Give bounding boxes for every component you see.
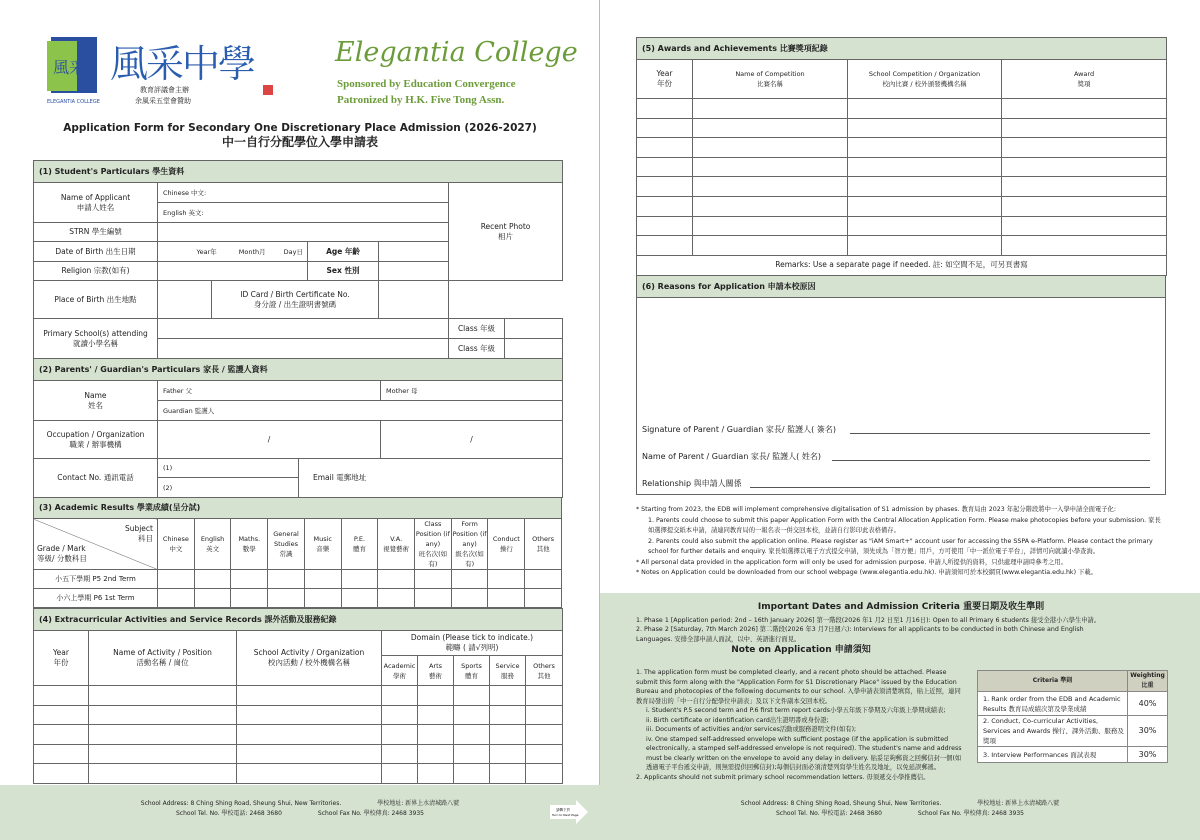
activity-cell[interactable]	[34, 686, 89, 706]
parents-table	[33, 358, 563, 498]
grade-cell[interactable]	[158, 589, 195, 608]
father-field[interactable]: Father 父	[158, 381, 381, 401]
activity-cell[interactable]	[490, 725, 526, 745]
svg-text:風采: 風采	[53, 58, 86, 77]
school-fax: School Fax No. 學校傳真: 2468 3935	[917, 810, 1024, 817]
student-particulars-table	[33, 160, 563, 359]
school-fax: School Fax No. 學校傳真: 2468 3935	[317, 810, 424, 817]
activity-cell[interactable]	[34, 725, 89, 745]
activity-cell[interactable]	[526, 705, 563, 725]
form-title	[0, 121, 600, 149]
activity-cell[interactable]	[454, 705, 490, 725]
patronized-by: Patronized by H.K. Five Tong Assn.	[337, 94, 505, 106]
award-cell[interactable]	[848, 157, 1002, 177]
primary-label: Primary School(s) attending 就讀小學名稱	[34, 319, 158, 359]
grade-cell[interactable]	[525, 589, 562, 608]
remarks-row	[637, 255, 1167, 275]
contact-label: Contact No. 通訊電話	[34, 459, 158, 498]
section-3-header: (3) Academic Results 學業成績(呈分試)	[34, 498, 562, 519]
note-personal-data: * All personal data provided in the application form will only be used for admission purpose. 申請人所提供的資料，只供處理申請時參考之用。	[636, 558, 1067, 566]
sex-field[interactable]	[379, 262, 449, 281]
activity-cell[interactable]	[526, 764, 563, 784]
grade-cell[interactable]	[415, 570, 452, 589]
book-logo-icon	[45, 33, 105, 105]
activity-cell[interactable]	[454, 744, 490, 764]
school-tel: School Tel. No. 學校電話: 2468 3680	[176, 810, 282, 817]
award-cell[interactable]	[637, 177, 693, 197]
domain-arts-header: Arts 藝術	[418, 656, 454, 686]
award-cell[interactable]	[1002, 99, 1167, 119]
activity-cell[interactable]	[418, 744, 454, 764]
table-row	[637, 99, 1167, 119]
table-row	[34, 705, 563, 725]
seal-icon	[263, 85, 273, 95]
subject-header: Maths. 數學	[231, 519, 268, 570]
competition-header: Name of Competition 比賽名稱	[693, 60, 848, 99]
pob-label: Place of Birth 出生地點	[34, 281, 158, 319]
activity-cell[interactable]	[418, 686, 454, 706]
activity-cell[interactable]	[237, 725, 382, 745]
activity-cell[interactable]	[382, 764, 418, 784]
table-row	[34, 570, 562, 589]
contact-1-field[interactable]: (1)	[158, 459, 299, 478]
activity-cell[interactable]	[237, 764, 382, 784]
section-5-header: (5) Awards and Achievements 比賽獎項紀錄	[637, 38, 1167, 60]
grade-cell[interactable]	[451, 589, 488, 608]
award-cell[interactable]	[693, 138, 848, 158]
chinese-name-field[interactable]: Chinese 中文:	[158, 183, 449, 203]
note-online: 2. Parents could also submit the application online. Please register as "iAM Smart+" account user for accessing the SSPA e-Platform. Please contact the primary school for further details and enquiry. 家長如選擇以電子方式提交申請，須先成為「智方便」用戶，方可使用「中一派位電子平台」，詳情可向就讀小學查詢。	[648, 537, 1153, 555]
awards-table	[636, 37, 1167, 276]
academic-results-table	[33, 497, 562, 608]
school-address: School Address: 8 Ching Shing Road, Sheung Shui, New Territories.	[140, 800, 342, 807]
subject-header: Class Position (if any) 班名次(如有)	[415, 520, 450, 568]
table-row	[637, 196, 1167, 216]
grade-cell[interactable]	[304, 570, 341, 589]
award-cell[interactable]	[637, 99, 693, 119]
note-1: 1. The application form must be completed clearly, and a recent photo should be attached. Please submit this form along with the "Application Form for S1 Discretionary Place" issued by the Education Bureau and photocopies of the following documents to our school. 入學申請表須清楚填寫，貼上近照，連同教育局發出的「中一自行分配學位申請表」及以下文件副本交回本校。	[636, 669, 961, 705]
parent-name-label: Name 姓名	[34, 381, 158, 421]
award-cell[interactable]	[637, 157, 693, 177]
note-digitalisation: * Starting from 2023, the EDB will implement comprehensive digitalisation of S1 admission by phases. 教育局由 2023 年起分階段將中一入學申請全面電子化:	[636, 506, 1116, 513]
subject-header: P.E. 體育	[341, 519, 378, 570]
note-1-iii: iii. Documents of activities and/or services活動或服務證明文件(如有);	[646, 726, 857, 733]
note-1-iv: iv. One stamped self-addressed envelope with sufficient postage (if the application is submitted electronically, a stamped self-addressed envelope is not required). The student's name and address must be clearly written on the envelope to avoid any delay in delivery. 貼妥足夠郵資之回郵信封一個(如透過電子平台遞交申請，則無需提供回郵信封);每個信封面必須清楚列寫學生姓名及地址，以免延誤郵遞。	[646, 735, 962, 771]
award-cell[interactable]	[1002, 138, 1167, 158]
activity-cell[interactable]	[89, 705, 237, 725]
award-cell[interactable]	[693, 177, 848, 197]
award-cell[interactable]	[848, 177, 1002, 197]
sex-label: Sex 性別	[308, 262, 379, 281]
activity-cell[interactable]	[237, 686, 382, 706]
activity-cell[interactable]	[382, 725, 418, 745]
organization-header: School Activity / Organization 校內活動 / 校外機構名稱	[237, 631, 382, 686]
subject-header: Chinese 中文	[158, 519, 195, 570]
grade-cell[interactable]	[304, 589, 341, 608]
activity-cell[interactable]	[89, 686, 237, 706]
grade-label: Grade / Mark 等級/ 分數科目	[37, 544, 87, 563]
reasons-field[interactable]	[637, 298, 1166, 495]
award-cell[interactable]	[693, 99, 848, 119]
sponsor-cn-2: 余風采五堂會贊助	[135, 97, 191, 105]
mother-field[interactable]: Mother 母	[381, 381, 563, 401]
award-header: Award 獎項	[1002, 60, 1167, 99]
criteria-header: Criteria 準則	[978, 671, 1128, 692]
grade-cell[interactable]	[525, 570, 562, 589]
note-download: * Notes on Application could be downloaded from our school webpage (www.elegantia.edu.hk). 申請須知可於本校網頁(www.elegantia.edu.hk) 下載。	[636, 569, 1097, 576]
term-label: 小六上學期 P6 1st Term	[34, 589, 158, 608]
table-row	[637, 138, 1167, 158]
age-label: Age 年齡	[308, 242, 379, 262]
photo-box[interactable]: Recent Photo 相片	[449, 183, 563, 281]
note-paper: 1. Parents could choose to submit this paper Application Form with the Central Allocation Application Form. Please make photocopies before your submission. 家長如選擇提交紙本申請，請連同教育局的一報名表一併交回本校，並請自行影印此表格備存。	[648, 516, 1161, 534]
svg-text:ELEGANTIA COLLEGE: ELEGANTIA COLLEGE	[47, 99, 100, 105]
award-cell[interactable]	[637, 216, 693, 236]
subject-header: Music 音樂	[304, 519, 341, 570]
english-name-field[interactable]: English 英文:	[158, 203, 449, 223]
grade-cell[interactable]	[341, 589, 378, 608]
award-cell[interactable]	[848, 118, 1002, 138]
table-row	[637, 157, 1167, 177]
term-label: 小五下學期 P5 2nd Term	[34, 570, 158, 589]
table-row	[34, 686, 563, 706]
religion-field[interactable]	[158, 262, 308, 281]
activity-cell[interactable]	[490, 744, 526, 764]
activity-cell[interactable]	[237, 744, 382, 764]
award-cell[interactable]	[848, 138, 1002, 158]
reasons-table	[636, 275, 1166, 495]
activity-cell[interactable]	[418, 764, 454, 784]
activity-cell[interactable]	[526, 744, 563, 764]
signature-field[interactable]: Signature of Parent / Guardian 家長/ 監護人( 簽名)	[642, 424, 836, 435]
school-name-en: Elegantia College	[335, 37, 578, 68]
id-field[interactable]	[379, 281, 449, 319]
class-label: Class 年級	[449, 339, 505, 359]
dob-field[interactable]: Year年 Month月 Day日	[158, 242, 308, 262]
sponsored-by: Sponsored by Education Convergence	[337, 78, 516, 90]
subject-header: V.A. 視覺藝術	[378, 519, 415, 570]
activity-cell[interactable]	[382, 686, 418, 706]
class-field-2[interactable]	[505, 339, 563, 359]
school-address-cn: 學校地址: 新界上水清城路八號	[977, 800, 1060, 807]
school-logo	[45, 33, 255, 109]
important-dates-title: Important Dates and Admission Criteria 重要日期及收生準則	[757, 602, 1045, 612]
activity-cell[interactable]	[382, 744, 418, 764]
activity-cell[interactable]	[490, 705, 526, 725]
parent-name-field[interactable]: Name of Parent / Guardian 家長/ 監護人( 姓名)	[642, 451, 821, 462]
grade-cell[interactable]	[268, 570, 305, 589]
weighting-1: 40%	[1128, 692, 1168, 716]
activity-cell[interactable]	[418, 725, 454, 745]
note-1-i: i. Student's P.5 second term and P.6 first term report cards小學五年級下學期及六年級上學期成績表;	[646, 707, 946, 714]
footer	[0, 785, 600, 840]
activity-cell[interactable]	[34, 705, 89, 725]
award-cell[interactable]	[1002, 216, 1167, 236]
year-header: Year 年份	[637, 60, 693, 99]
activity-cell[interactable]	[418, 705, 454, 725]
criteria-3: 3. Interview Performances 面試表現	[978, 747, 1128, 763]
table-row	[637, 236, 1167, 256]
award-cell[interactable]	[693, 157, 848, 177]
subject-header: Conduct 操行	[488, 519, 525, 570]
sponsor-text	[337, 76, 516, 108]
domain-academic-header: Academic 學術	[382, 656, 418, 686]
table-row	[637, 118, 1167, 138]
award-cell[interactable]	[1002, 236, 1167, 256]
table-row	[34, 589, 562, 608]
id-label: ID Card / Birth Certificate No. 身分證 / 出生證明書號碼	[212, 281, 379, 319]
sections-3-4	[33, 497, 562, 784]
award-cell[interactable]	[637, 236, 693, 256]
dob-label: Date of Birth 出生日期	[34, 242, 158, 262]
activity-cell[interactable]	[382, 705, 418, 725]
section-2-header: (2) Parents' / Guardian's Particulars 家長 / 監護人資料	[34, 359, 563, 381]
note-1-ii: ii. Birth certificate or identification card出生證明書或身份證;	[646, 716, 829, 724]
domain-others-header: Others 其他	[526, 656, 563, 686]
occupation-label: Occupation / Organization 職業 / 辦事機構	[34, 421, 158, 459]
grade-cell[interactable]	[378, 589, 415, 608]
age-field[interactable]	[379, 242, 449, 262]
remarks: Remarks: Use a separate page if needed. 註: 如空間不足，可另頁書寫	[637, 255, 1167, 275]
activity-header: Name of Activity / Position 活動名稱 / 崗位	[89, 631, 237, 686]
activity-cell[interactable]	[89, 744, 237, 764]
guardian-field[interactable]: Guardian 監護人	[158, 401, 563, 421]
table-row	[34, 725, 563, 745]
criteria-1: 1. Rank order from the EDB and Academic Results 教育局成績次第及學業成績	[978, 692, 1128, 716]
table-row	[637, 177, 1167, 197]
activity-cell[interactable]	[89, 764, 237, 784]
primary-field-1[interactable]	[158, 319, 449, 339]
award-cell[interactable]	[848, 99, 1002, 119]
footer	[600, 785, 1200, 840]
mother-occupation-field[interactable]: /	[381, 421, 563, 459]
svg-text:Turn to Next Page: Turn to Next Page	[552, 813, 579, 817]
subject-header: General Studies 常識	[268, 519, 305, 570]
domain-header: Domain (Please tick to indicate.) 範疇 ( 請√列明)	[382, 631, 563, 656]
school-address-cn: 學校地址: 新界上水清城路八號	[377, 800, 460, 807]
religion-label: Religion 宗教(如有)	[34, 262, 158, 281]
class-field-1[interactable]	[505, 319, 563, 339]
activity-cell[interactable]	[34, 744, 89, 764]
activity-cell[interactable]	[237, 705, 382, 725]
activity-cell[interactable]	[89, 725, 237, 745]
school-address: School Address: 8 Ching Shing Road, Sheung Shui, New Territories.	[740, 800, 942, 807]
section-4-header: (4) Extracurricular Activities and Service Records 課外活動及服務紀錄	[34, 609, 563, 631]
title-en: Application Form for Secondary One Discretionary Place Admission (2026-2027)	[63, 122, 537, 134]
activity-cell[interactable]	[526, 725, 563, 745]
grade-cell[interactable]	[268, 589, 305, 608]
award-cell[interactable]	[848, 216, 1002, 236]
activity-cell[interactable]	[490, 764, 526, 784]
award-cell[interactable]	[848, 236, 1002, 256]
award-cell[interactable]	[693, 196, 848, 216]
weighting-header: Weighting 比重	[1128, 671, 1168, 692]
grade-cell[interactable]	[451, 570, 488, 589]
phase-1: 1. Phase 1 [Application period: 2nd – 16th January 2026] 第一階段(2026 年1 月2 日至1 月16日): Open to all Primary 6 students 接受全港小六學生申請。	[636, 616, 1101, 624]
subject-header: Form Position (if any) 級名次(如有)	[452, 520, 487, 568]
activity-cell[interactable]	[34, 764, 89, 784]
subject-header: Others 其他	[525, 519, 562, 570]
activity-cell[interactable]	[490, 686, 526, 706]
primary-field-2[interactable]	[158, 339, 449, 359]
table-row	[34, 744, 563, 764]
important-dates	[636, 603, 1166, 656]
strn-field[interactable]	[158, 223, 449, 242]
activity-cell[interactable]	[454, 725, 490, 745]
section-1-header: (1) Student's Particulars 學生資料	[34, 161, 563, 183]
note-title: Note on Application 申請須知	[731, 645, 871, 655]
award-cell[interactable]	[637, 118, 693, 138]
domain-sports-header: Sports 體育	[454, 656, 490, 686]
award-cell[interactable]	[1002, 196, 1167, 216]
grade-cell[interactable]	[194, 570, 231, 589]
title-cn: 中一自行分配學位入學申請表	[221, 135, 378, 149]
weighting-3: 30%	[1128, 747, 1168, 763]
notes	[636, 505, 1166, 579]
father-occupation-field[interactable]: /	[158, 421, 381, 459]
note-2: 2. Applicants should not submit primary school recommendation letters. 毋須遞交小學推薦信。	[636, 773, 930, 781]
award-cell[interactable]	[1002, 118, 1167, 138]
section-6-header: (6) Reasons for Application 申請本校原因	[637, 276, 1166, 298]
grade-cell[interactable]	[231, 589, 268, 608]
grade-subject-label	[34, 519, 158, 570]
award-cell[interactable]	[637, 196, 693, 216]
award-cell[interactable]	[1002, 157, 1167, 177]
grade-cell[interactable]	[194, 589, 231, 608]
criteria-table	[977, 670, 1168, 763]
grade-cell[interactable]	[488, 589, 525, 608]
school-name-cn: 風采中學	[110, 42, 255, 86]
domain-service-header: Service 服務	[490, 656, 526, 686]
relationship-field[interactable]: Relationship 與申請人關係	[642, 478, 742, 489]
weighting-2: 30%	[1128, 716, 1168, 747]
note-on-application	[636, 668, 966, 782]
activity-cell[interactable]	[526, 686, 563, 706]
grade-cell[interactable]	[378, 570, 415, 589]
strn-label: STRN 學生編號	[34, 223, 158, 242]
criteria-2: 2. Conduct, Co-curricular Activities, Services and Awards 操行、課外活動、服務及獎項	[978, 716, 1128, 747]
grade-cell[interactable]	[488, 570, 525, 589]
svg-text:請轉下頁: 請轉下頁	[556, 808, 570, 812]
activity-cell[interactable]	[454, 686, 490, 706]
grade-cell[interactable]	[231, 570, 268, 589]
organization-header: School Competition / Organization 校內比賽 / 校外頒發機構名稱	[848, 60, 1002, 99]
class-label: Class 年級	[449, 319, 505, 339]
activities-table	[33, 608, 563, 784]
phase-2: 2. Phase 2 [Saturday, 7th March 2026] 第二階段(2026 年3 月7日週六): Interviews for all applicants to be conducted in both Chinese and English Languages. 安排全部申請人面試，以中、英語進行面見。	[636, 626, 1084, 643]
award-cell[interactable]	[693, 118, 848, 138]
grade-cell[interactable]	[158, 570, 195, 589]
grade-cell[interactable]	[341, 570, 378, 589]
turn-page-arrow-icon	[550, 800, 590, 824]
pob-field[interactable]	[158, 281, 212, 319]
award-cell[interactable]	[637, 138, 693, 158]
grade-cell[interactable]	[415, 589, 452, 608]
school-tel: School Tel. No. 學校電話: 2468 3680	[776, 810, 882, 817]
name-label: Name of Applicant 申請人姓名	[34, 183, 158, 223]
table-row	[637, 216, 1167, 236]
award-cell[interactable]	[693, 216, 848, 236]
award-cell[interactable]	[693, 236, 848, 256]
sponsor-cn-1: 教育評議會主辦	[140, 86, 189, 94]
activity-cell[interactable]	[454, 764, 490, 784]
email-field[interactable]: Email 電郵地址	[299, 459, 563, 498]
award-cell[interactable]	[1002, 177, 1167, 197]
subject-header: English 英文	[194, 519, 231, 570]
award-cell[interactable]	[848, 196, 1002, 216]
year-header: Year 年份	[34, 631, 89, 686]
table-row	[34, 764, 563, 784]
contact-2-field[interactable]: (2)	[158, 478, 299, 498]
subject-label: Subject 科目	[124, 524, 153, 543]
